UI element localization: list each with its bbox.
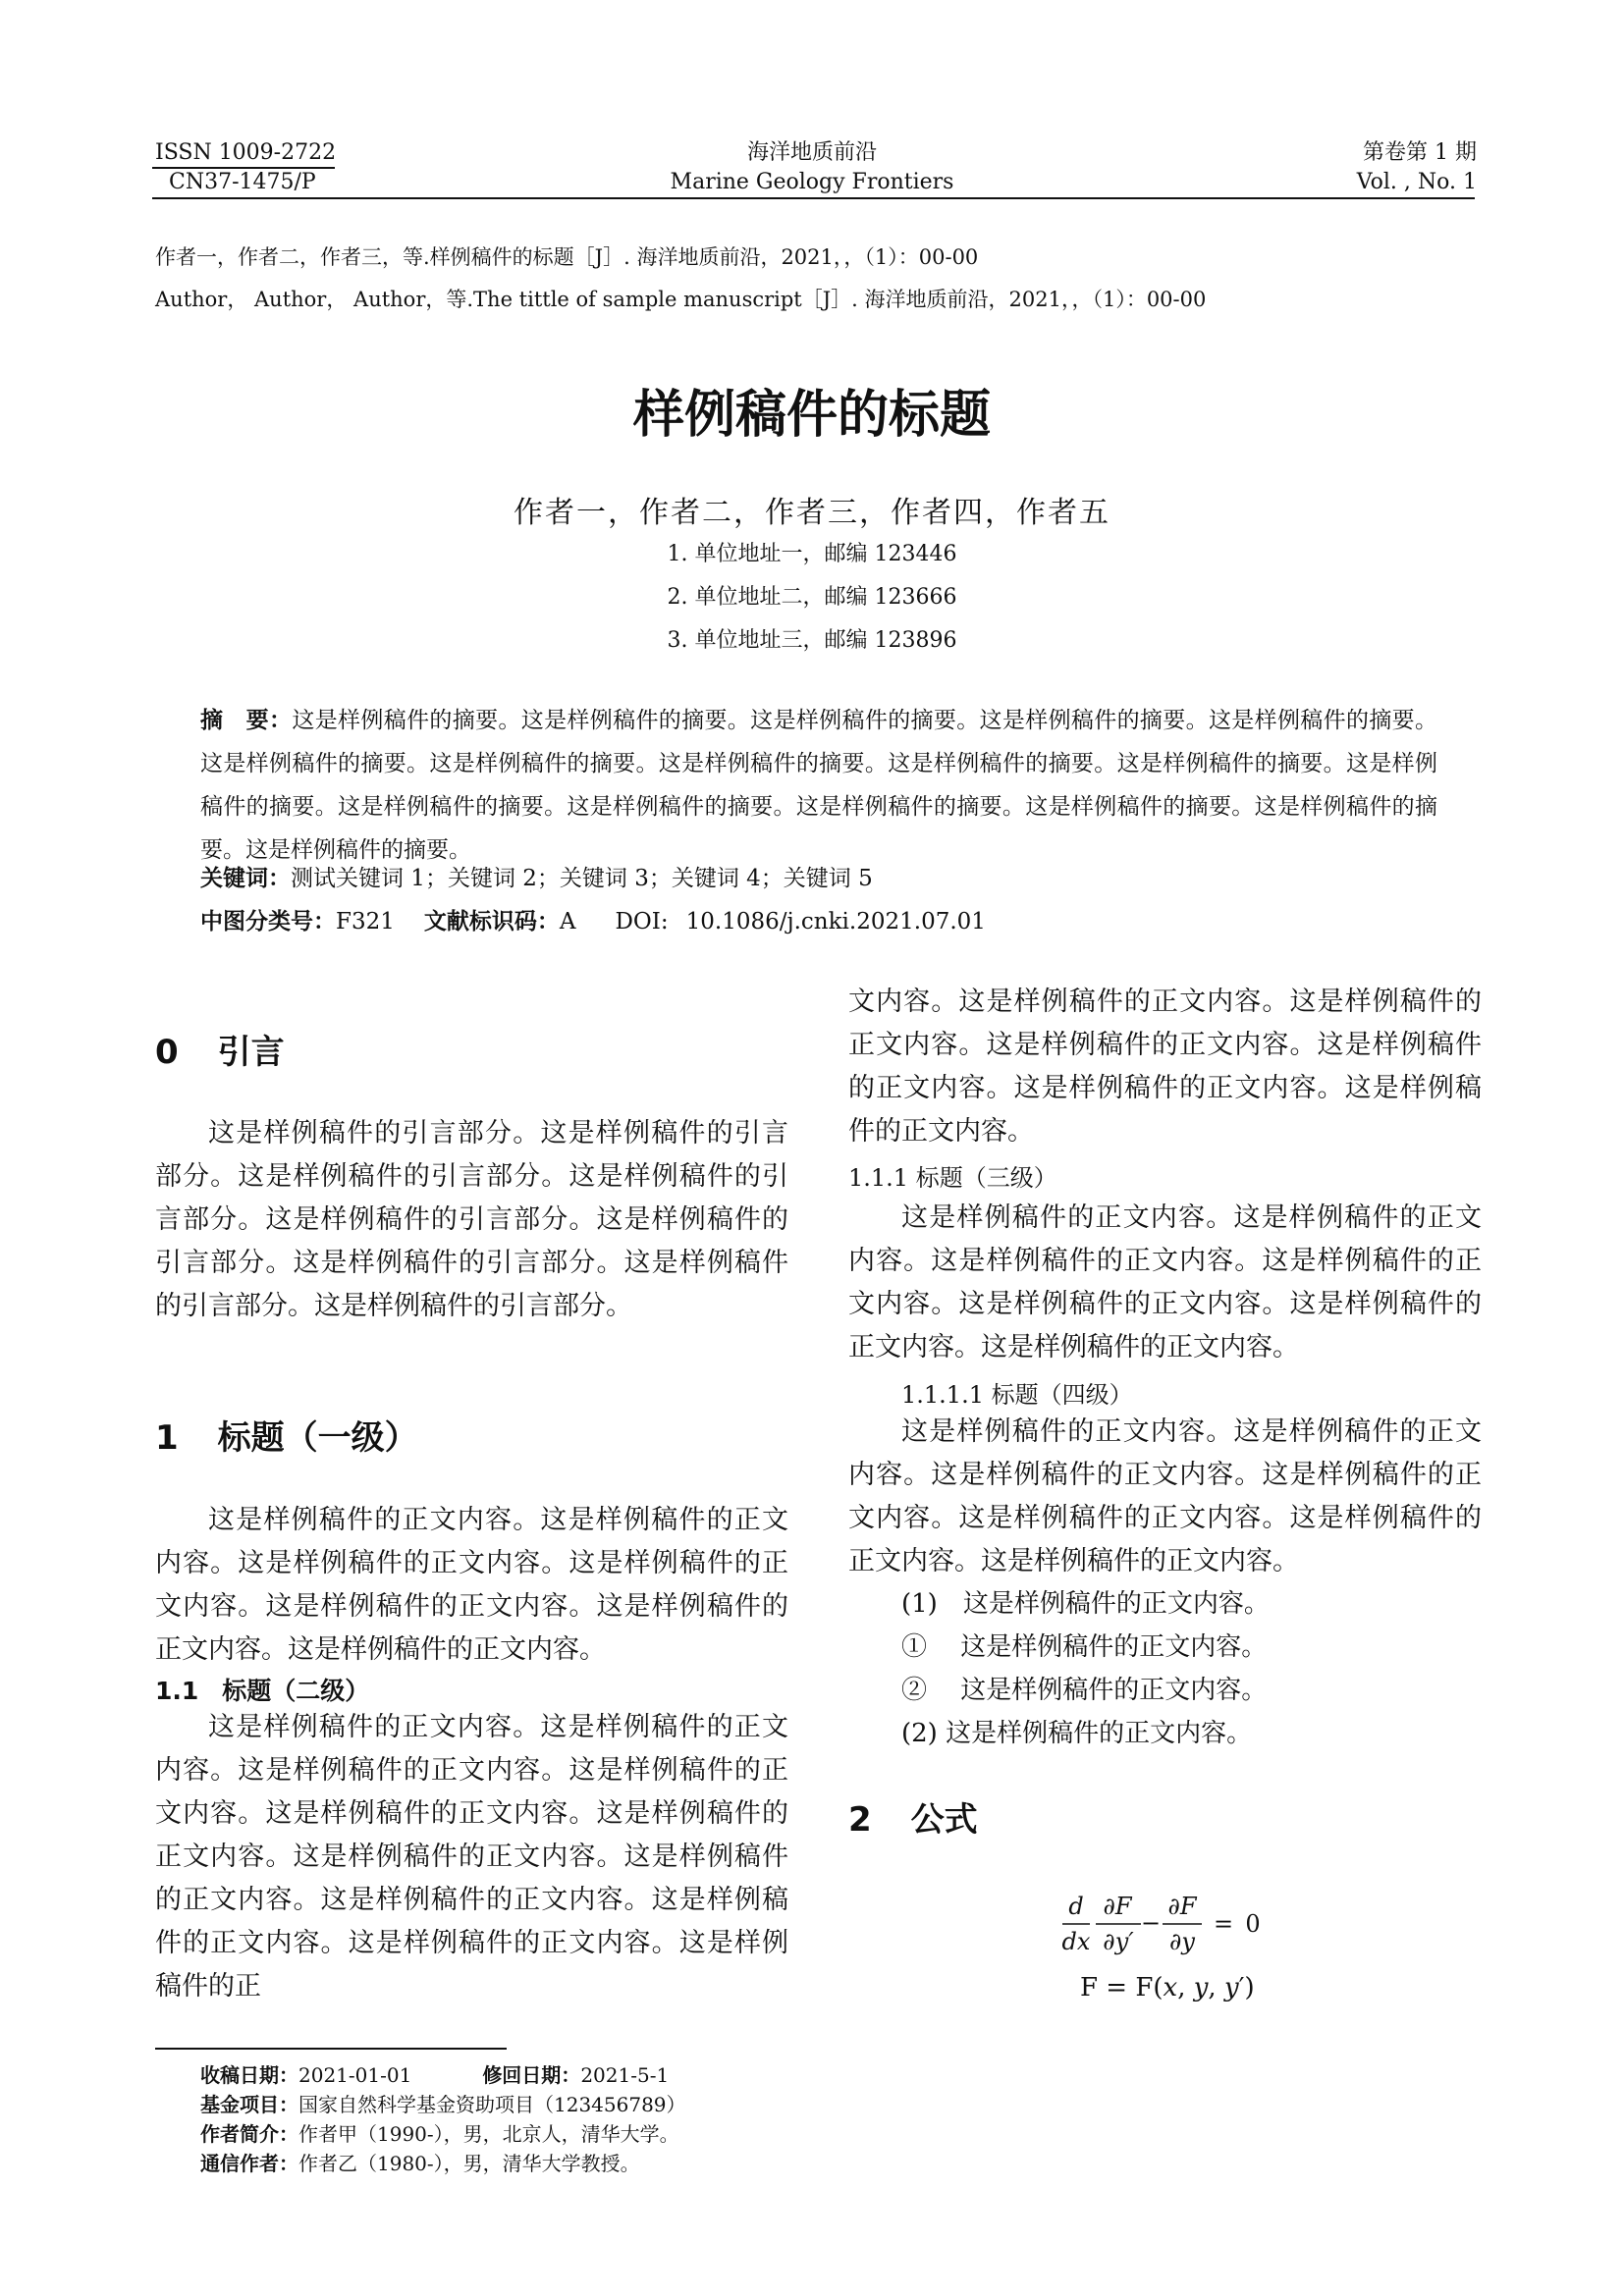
eq-minus: −: [1140, 1909, 1162, 1937]
equation-function: F = F(𝑥, 𝑦, 𝑦′): [1080, 1973, 1255, 2002]
abstract: [200, 699, 1437, 872]
section-1-1-1-heading: 1.1.1 标题（三级）: [848, 1164, 1057, 1192]
footnote-dates: [200, 2061, 669, 2090]
footnote-fund: [200, 2091, 686, 2119]
list-item-2: ① 这是样例稿件的正文内容。: [901, 1632, 1268, 1662]
eq-den-dy: ∂y: [1169, 1928, 1195, 1955]
doi-value: 10.1086/j.cnki.2021.07.01: [685, 909, 986, 934]
section-1-number: 1: [155, 1418, 179, 1458]
keywords-label: 关键词：: [200, 866, 291, 891]
citation-en: Author， Author， Author，等.The tittle of sample manuscript［J］. 海洋地质前沿，2021，，（1）：00-00: [155, 288, 1207, 311]
section-0-title: 引言: [217, 1033, 285, 1072]
revised-date: 2021-5-1: [580, 2063, 670, 2087]
list-item-4: (2) 这是样例稿件的正文内容。: [901, 1719, 1253, 1748]
eq-den-dy-prime: ∂y′: [1103, 1928, 1134, 1955]
abstract-label: 摘 要：: [200, 708, 293, 733]
bio-label: 作者简介：: [200, 2122, 298, 2146]
header-rule: [152, 197, 1475, 199]
classification-line: [200, 903, 986, 935]
section-1-1-number: 1.1: [155, 1677, 199, 1705]
section-1-1-1-1-paragraph: 这是样例稿件的正文内容。这是样例稿件的正文内容。这是样例稿件的正文内容。这是样例稿件的正文内容。这是样例稿件的正文内容。这是样例稿件的正文内容。这是样例稿件的正文内容。: [848, 1416, 1482, 1576]
footnote-rule: [155, 2048, 507, 2050]
fund-text: 国家自然科学基金资助项目（123456789）: [298, 2093, 686, 2116]
eq-den-dx: dx: [1061, 1928, 1091, 1955]
eq-equals: =: [1213, 1910, 1234, 1938]
received-label: 收稿日期：: [200, 2063, 298, 2087]
corr-label: 通信作者：: [200, 2152, 298, 2175]
eq-num-d: d: [1068, 1893, 1084, 1920]
journal-name-cn: 海洋地质前沿: [746, 140, 877, 165]
citation-cn: 作者一，作者二，作者三，等.样例稿件的标题［J］. 海洋地质前沿，2021，，（1）：00-00: [155, 245, 979, 269]
issue-cn: 第卷第 1 期: [1363, 140, 1477, 165]
section-1-1-1-paragraph: 这是样例稿件的正文内容。这是样例稿件的正文内容。这是样例稿件的正文内容。这是样例稿件的正文内容。这是样例稿件的正文内容。这是样例稿件的正文内容。这是样例稿件的正文内容。: [848, 1202, 1482, 1362]
section-2-heading: [848, 1792, 978, 1841]
intro-paragraph: 这是样例稿件的引言部分。这是样例稿件的引言部分。这是样例稿件的引言部分。这是样例稿件的引言部分。这是样例稿件的引言部分。这是样例稿件的引言部分。这是样例稿件的引言部分。这是样例稿件的引言部分。这是样例稿件的引言部分。: [155, 1118, 788, 1321]
section-1-1-title: 标题（二级）: [222, 1677, 370, 1705]
received-date: 2021-01-01: [298, 2063, 412, 2087]
equation-euler-lagrange: [1060, 1885, 1276, 1963]
affiliation-1: 1. 单位地址一，邮编 123446: [667, 542, 957, 566]
section-1-1-paragraph: 这是样例稿件的正文内容。这是样例稿件的正文内容。这是样例稿件的正文内容。这是样例稿件的正文内容。这是样例稿件的正文内容。这是样例稿件的正文内容。这是样例稿件的正文内容。这是样例稿件的正文内容。这是样例稿件的正文内容。这是样例稿件的正文内容。这是样例稿件的正文内容。这是样例稿件的正: [155, 1712, 788, 2002]
bio-text: 作者甲（1990-），男，北京人，清华大学。: [298, 2122, 679, 2146]
doi-label: DOI:: [615, 909, 669, 934]
section-1-heading: [155, 1411, 418, 1459]
footnote-bio: [200, 2120, 679, 2149]
corr-text: 作者乙（1980-），男，清华大学教授。: [298, 2152, 640, 2175]
clc-value: F321: [336, 909, 395, 934]
revised-label: 修回日期：: [482, 2063, 581, 2087]
list-item-3: ② 这是样例稿件的正文内容。: [901, 1676, 1268, 1705]
issn: ISSN 1009-2722: [155, 140, 337, 165]
footnote-corresponding: [200, 2150, 640, 2178]
section-1-paragraph: 这是样例稿件的正文内容。这是样例稿件的正文内容。这是样例稿件的正文内容。这是样例稿件的正文内容。这是样例稿件的正文内容。这是样例稿件的正文内容。这是样例稿件的正文内容。: [155, 1505, 788, 1665]
fund-label: 基金项目：: [200, 2093, 298, 2116]
section-1-1-1-1-heading: 1.1.1.1 标题（四级）: [901, 1381, 1133, 1409]
section-0-heading: [155, 1025, 285, 1073]
section-0-number: 0: [155, 1033, 179, 1072]
keywords: [200, 860, 873, 892]
eq-num-dF-2: ∂F: [1167, 1893, 1197, 1920]
eq-num-dF-1: ∂F: [1103, 1893, 1132, 1920]
paper-title: 样例稿件的标题: [632, 386, 991, 445]
affiliation-3: 3. 单位地址三，邮编 123896: [667, 628, 957, 653]
keywords-text: 测试关键词 1；关键词 2；关键词 3；关键词 4；关键词 5: [291, 866, 873, 891]
section-1-title: 标题（一级）: [217, 1418, 418, 1458]
cn-number: CN37-1475/P: [169, 170, 316, 194]
clc-label: 中图分类号：: [200, 909, 336, 934]
doccode-label: 文献标识码：: [423, 909, 560, 934]
abstract-text: 这是样例稿件的摘要。这是样例稿件的摘要。这是样例稿件的摘要。这是样例稿件的摘要。这是样例稿件的摘要。这是样例稿件的摘要。这是样例稿件的摘要。这是样例稿件的摘要。这是样例稿件的摘要。这是样例稿件的摘要。这是样例稿件的摘要。这是样例稿件的摘要。这是样例稿件的摘要。这是样例稿件的摘要。这是样例稿件的摘要。这是样例稿件的摘要。这是样例稿件的摘要。: [200, 708, 1438, 863]
section-2-title: 公式: [910, 1800, 978, 1840]
author-list: 作者一，作者二，作者三，作者四，作者五: [514, 496, 1110, 530]
list-item-1: (1) 这是样例稿件的正文内容。: [901, 1589, 1270, 1619]
affiliation-2: 2. 单位地址二，邮编 123666: [667, 585, 957, 610]
doccode-value: A: [559, 909, 576, 934]
section-1-1-heading: [155, 1672, 369, 1707]
eq-zero: 0: [1245, 1910, 1261, 1938]
section-2-number: 2: [848, 1800, 872, 1840]
continued-paragraph: 文内容。这是样例稿件的正文内容。这是样例稿件的正文内容。这是样例稿件的正文内容。这是样例稿件的正文内容。这是样例稿件的正文内容。这是样例稿件的正文内容。: [848, 987, 1482, 1147]
journal-name-en: Marine Geology Frontiers: [670, 170, 954, 194]
issue-en: Vol. , No. 1: [1356, 170, 1477, 194]
